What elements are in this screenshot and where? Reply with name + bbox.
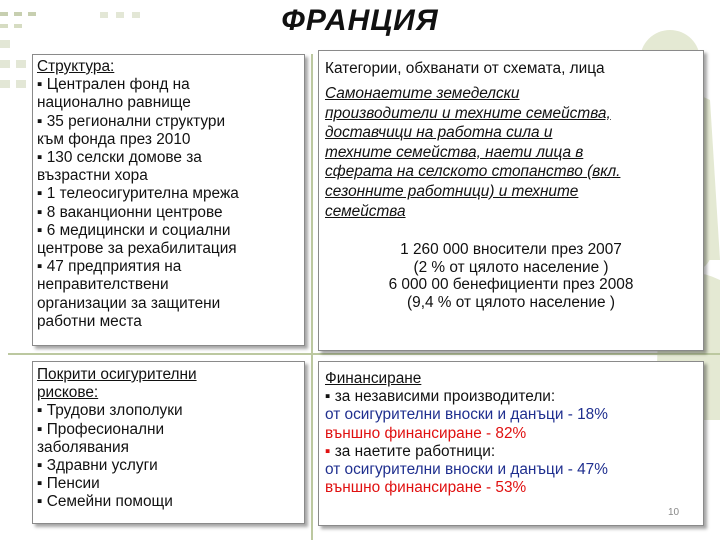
structure-line: ▪ 1 телеосигурителна мрежа bbox=[37, 185, 239, 203]
risk-item: ▪ Професионални bbox=[37, 420, 165, 438]
structure-line: към фонда през 2010 bbox=[37, 130, 191, 148]
stat-line: 6 000 00 бенефициенти през 2008 bbox=[388, 276, 634, 294]
stat-line: (2 % от цялото население ) bbox=[413, 258, 609, 276]
stat-line: (9,4 % от цялото население ) bbox=[407, 293, 615, 311]
categories-description bbox=[325, 84, 697, 221]
categories-box bbox=[318, 50, 704, 351]
structure-line: организации за защитени bbox=[37, 294, 221, 312]
structure-line: национално равнище bbox=[37, 94, 191, 112]
employees-label bbox=[325, 443, 697, 461]
structure-line: ▪ 35 регионални структури bbox=[37, 112, 226, 130]
risks-heading: рискове: bbox=[37, 384, 99, 402]
page-title: ФРАНЦИЯ bbox=[281, 4, 439, 37]
page-number: 10 bbox=[668, 507, 680, 518]
risk-item: ▪ Семейни помощи bbox=[37, 493, 173, 511]
structure-heading: Структура: bbox=[37, 58, 115, 75]
employees-label-text: за наетите работници: bbox=[330, 442, 496, 460]
employees-bullet: ▪ bbox=[325, 442, 331, 460]
risk-item: заболявания bbox=[37, 438, 129, 456]
financing-heading: Финансиране bbox=[325, 370, 422, 387]
categories-line: доставчици на работна сила и bbox=[325, 124, 553, 142]
self-employed-external: външно финансиране - 82% bbox=[325, 424, 527, 442]
categories-line: сферата на селското стопанство (вкл. bbox=[325, 163, 621, 181]
risks-heading: Покрити осигурителни bbox=[37, 366, 197, 383]
structure-line: неправителствени bbox=[37, 276, 169, 294]
structure-line: ▪ 6 медицински и социални bbox=[37, 221, 231, 239]
structure-box bbox=[32, 54, 305, 346]
risk-item: ▪ Здравни услуги bbox=[37, 457, 158, 475]
categories-heading: Категории, обхванати от схемата, лица bbox=[325, 60, 605, 77]
self-employed-contributions: от осигурителни вноски и данъци - 18% bbox=[325, 406, 608, 424]
risk-item: ▪ Трудови злополуки bbox=[37, 402, 183, 420]
structure-line: ▪ Централен фонд на bbox=[37, 76, 190, 94]
risk-item: ▪ Пенсии bbox=[37, 475, 100, 493]
employees-contributions: от осигурителни вноски и данъци - 47% bbox=[325, 461, 608, 479]
self-employed-label: ▪ за независими производители: bbox=[325, 388, 556, 406]
structure-line: работни места bbox=[37, 312, 142, 330]
structure-line: възрастни хора bbox=[37, 167, 148, 185]
employees-external: външно финансиране - 53% bbox=[325, 479, 527, 497]
categories-line: техните семейства, наети лица в bbox=[325, 143, 584, 161]
stat-line: 1 260 000 вносители през 2007 bbox=[400, 241, 622, 259]
categories-line: Самонаетите земеделски bbox=[325, 85, 520, 102]
structure-line: ▪ 47 предприятия на bbox=[37, 258, 182, 276]
categories-line: сезонните работници) и техните bbox=[325, 182, 579, 200]
covered-risks-box bbox=[32, 361, 305, 524]
structure-line: ▪ 8 ваканционни центрове bbox=[37, 203, 223, 221]
structure-line: ▪ 130 селски домове за bbox=[37, 149, 202, 167]
coverage-stats bbox=[325, 241, 697, 311]
categories-line: семейства bbox=[325, 202, 406, 220]
financing-box bbox=[318, 361, 704, 526]
structure-line: центрове за рехабилитация bbox=[37, 240, 237, 258]
categories-line: производители и техните семейства, bbox=[325, 104, 611, 122]
